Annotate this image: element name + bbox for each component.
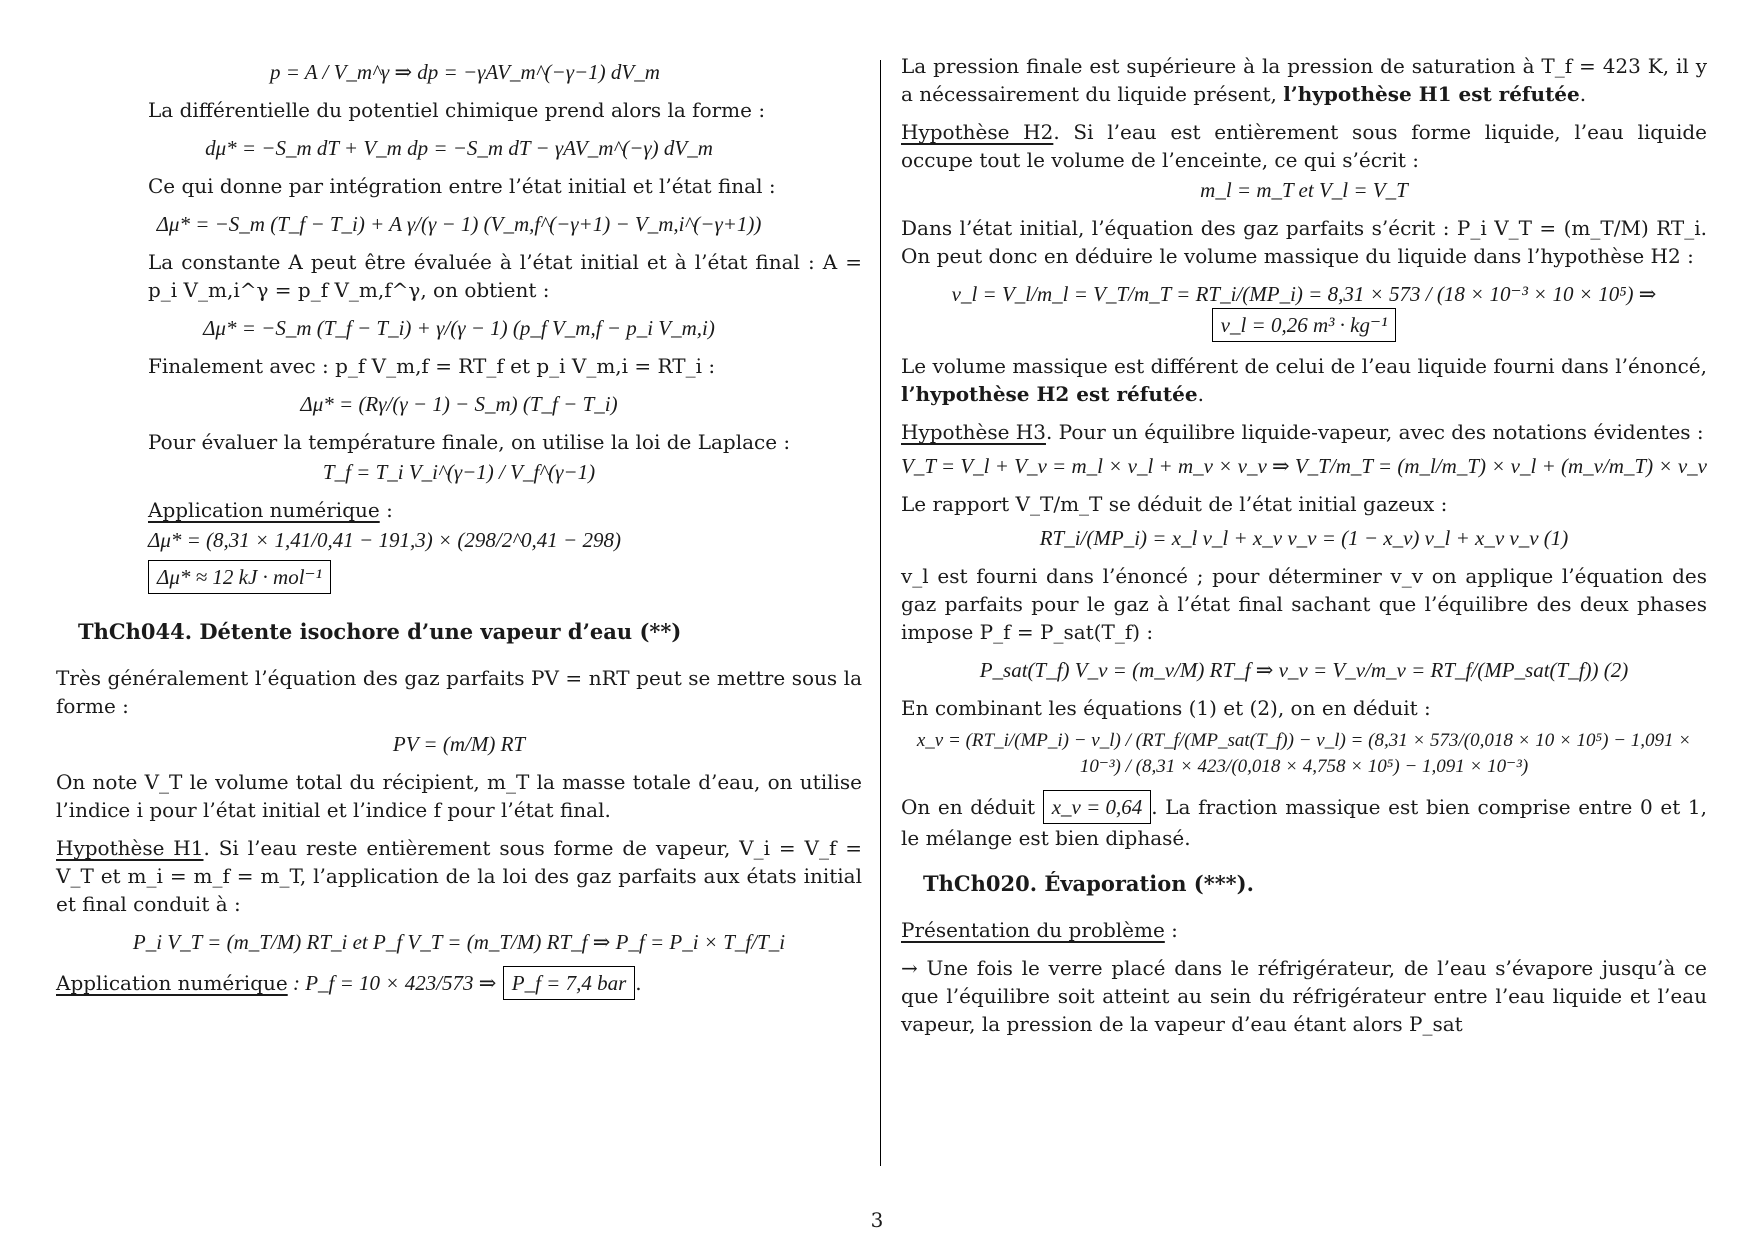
paragraph-pressure: [901, 52, 1707, 108]
result-pf-end: .: [635, 971, 642, 995]
paragraph-application-2: [56, 966, 862, 1000]
paragraph-notation: On note V_T le volume total du récipient, m_T la masse totale d’eau, on utilise l’indice i pour l’état initial et l’indice f pour l’état final.: [56, 770, 862, 822]
equation-vl: v_l = V_l/m_l = V_T/m_T = RT_i/(MP_i) = 8,31 × 573 / (18 × 10⁻³ × 10 × 10⁵) ⇒: [951, 282, 1657, 306]
equation-pv: PV = (m/M) RT: [392, 732, 526, 756]
column-divider: [880, 60, 881, 1166]
paragraph-h3: [901, 418, 1707, 446]
result-pf-box: P_f = 7,4 bar: [503, 966, 636, 1000]
presentation-label: Présentation du problème: [901, 918, 1165, 942]
paragraph-ratio: Le rapport V_T/m_T se déduit de l’état initial gazeux :: [901, 492, 1448, 516]
equation-application: Δμ* = (8,31 × 1,41/0,41 − 191,3) × (298/2^0,41 − 298): [148, 528, 621, 552]
paragraph-general: Très généralement l’équation des gaz parfaits PV = nRT peut se mettre sous la forme :: [56, 666, 862, 718]
h2-text: . Si l’eau est entièrement sous forme liquide, l’eau liquide occupe tout le volume de l’enceinte, ce qui s’écrit :: [901, 120, 1707, 172]
equation-h1: P_i V_T = (m_T/M) RT_i et P_f V_T = (m_T/M) RT_f ⇒ P_f = P_i × T_f/T_i: [132, 930, 786, 954]
equation-h3: V_T = V_l + V_v = m_l × v_l + m_v × v_v ⇒ V_T/m_T = (m_l/m_T) × v_l + (m_v/m_T) × v_v: [901, 454, 1707, 478]
equation-deltamu-3: Δμ* = (Rγ/(γ − 1) − S_m) (T_f − T_i): [300, 392, 618, 416]
application-colon: :: [379, 498, 393, 522]
h3-text: . Pour un équilibre liquide-vapeur, avec des notations évidentes :: [1045, 420, 1704, 444]
pressure-text: La pression finale est supérieure à la pression de saturation à T_f = 423 K, il y a nécessairement du liquide présent,: [901, 54, 1707, 106]
equation-xv: x_v = (RT_i/(MP_i) − v_l) / (RT_f/(MP_sat(T_f)) − v_l) = (8,31 × 573/(0,018 × 10 × 10⁵) − 1,091 × 10⁻³) / (8,31 × 423/(0,018 × 4,758 × 10⁵) − 1,091 × 10⁻³): [916, 730, 1692, 777]
equation-deltamu-2: Δμ* = −S_m (T_f − T_i) + γ/(γ − 1) (p_f V_m,f − p_i V_m,i): [203, 316, 715, 340]
paragraph-h2: [901, 118, 1707, 174]
h2-refuted: l’hypothèse H2 est réfutée: [901, 382, 1198, 406]
deduce-text-a: On en déduit: [901, 795, 1043, 819]
paragraph-combine: En combinant les équations (1) et (2), on en déduit :: [901, 696, 1431, 720]
equation-deltamu-1: Δμ* = −S_m (T_f − T_i) + A γ/(γ − 1) (V_m,f^(−γ+1) − V_m,i^(−γ+1)): [156, 212, 762, 236]
equation-vl-wrapper: [901, 280, 1707, 342]
right-column: [901, 52, 1707, 1048]
paragraph-deduce: [901, 790, 1707, 852]
result-xv-box: x_v = 0,64: [1043, 790, 1152, 824]
equation-laplace: T_f = T_i V_i^(γ−1) / V_f^(γ−1): [322, 460, 596, 484]
paragraph-integration: Ce qui donne par intégration entre l’état initial et l’état final :: [148, 174, 776, 198]
h1-label: Hypothèse H1: [56, 836, 204, 860]
volume-text: Le volume massique est différent de celui de l’eau liquide fourni dans l’énoncé,: [901, 354, 1707, 378]
application-2-text: : P_f = 10 × 423/573 ⇒: [287, 971, 497, 995]
h2-label: Hypothèse H2: [901, 120, 1054, 144]
paragraph-differential: La différentielle du potentiel chimique prend alors la forme :: [148, 98, 766, 122]
equation-h2: m_l = m_T et V_l = V_T: [1200, 178, 1408, 202]
application-2-label: Application numérique: [56, 971, 288, 995]
page-number: 3: [870, 1208, 884, 1232]
paragraph-vv: v_l est fourni dans l’énoncé ; pour déterminer v_v on applique l’équation des gaz parfaits pour le gaz à l’état final sachant que l’équilibre des deux phases impose P_f = P_sat(T_f) :: [901, 564, 1707, 644]
result-mu-box: Δμ* ≈ 12 kJ · mol⁻¹: [148, 560, 331, 594]
presentation-colon: :: [1164, 918, 1178, 942]
application-heading: [56, 496, 862, 524]
paragraph-presentation: [901, 916, 1707, 944]
dot-1: .: [1579, 82, 1587, 106]
deduce-text-b: . La fraction massique est bien comprise entre 0 et 1, le mélange est bien diphasé.: [901, 795, 1707, 850]
paragraph-h1: [56, 834, 862, 918]
dot-2: .: [1197, 382, 1204, 406]
h1-text: . Si l’eau reste entièrement sous forme de vapeur, V_i = V_f = V_T et m_i = m_f = m_T, l’application de la loi des gaz parfaits aux états initial et final conduit à :: [56, 836, 862, 916]
paragraph-laplace: Pour évaluer la température finale, on utilise la loi de Laplace :: [148, 430, 791, 454]
equation-pressure: p = A / V_m^γ ⇒ dp = −γAV_m^(−γ−1) dV_m: [270, 60, 660, 84]
paragraph-initial: Dans l’état initial, l’équation des gaz parfaits s’écrit : P_i V_T = (m_T/M) RT_i. On peut donc en déduire le volume massique du liquide dans l’hypothèse H2 :: [901, 216, 1707, 268]
left-column: [56, 52, 862, 1010]
paragraph-finally: Finalement avec : p_f V_m,f = RT_f et p_i V_m,i = RT_i :: [148, 354, 716, 378]
section-title-thch044: ThCh044. Détente isochore d’une vapeur d’eau (**): [78, 619, 682, 644]
equation-dmu: dμ* = −S_m dT + V_m dp = −S_m dT − γAV_m^(−γ) dV_m: [205, 136, 713, 160]
result-mu-wrapper: [56, 560, 862, 594]
paragraph-volume: [901, 352, 1707, 408]
result-vl-box: v_l = 0,26 m³ · kg⁻¹: [1212, 308, 1397, 342]
application-label: Application numérique: [148, 498, 380, 522]
h3-label: Hypothèse H3: [901, 420, 1046, 444]
h1-refuted: l’hypothèse H1 est réfutée: [1283, 82, 1580, 106]
section-title-thch020: ThCh020. Évaporation (***).: [923, 871, 1254, 896]
equation-1: RT_i/(MP_i) = x_l v_l + x_v v_v = (1 − x_v) v_l + x_v v_v (1): [1039, 526, 1569, 550]
equation-2: P_sat(T_f) V_v = (m_v/M) RT_f ⇒ v_v = V_v/m_v = RT_f/(MP_sat(T_f)) (2): [979, 658, 1629, 682]
paragraph-arrow: → Une fois le verre placé dans le réfrigérateur, de l’eau s’évapore jusqu’à ce que l’équilibre soit atteint au sein du réfrigérateur entre l’eau liquide et l’eau vapeur, la pression de la vapeur d’eau étant alors P_sat: [901, 956, 1707, 1036]
paragraph-constant: La constante A peut être évaluée à l’état initial et à l’état final : A = p_i V_m,i^γ = p_f V_m,f^γ, on obtient :: [148, 250, 862, 302]
